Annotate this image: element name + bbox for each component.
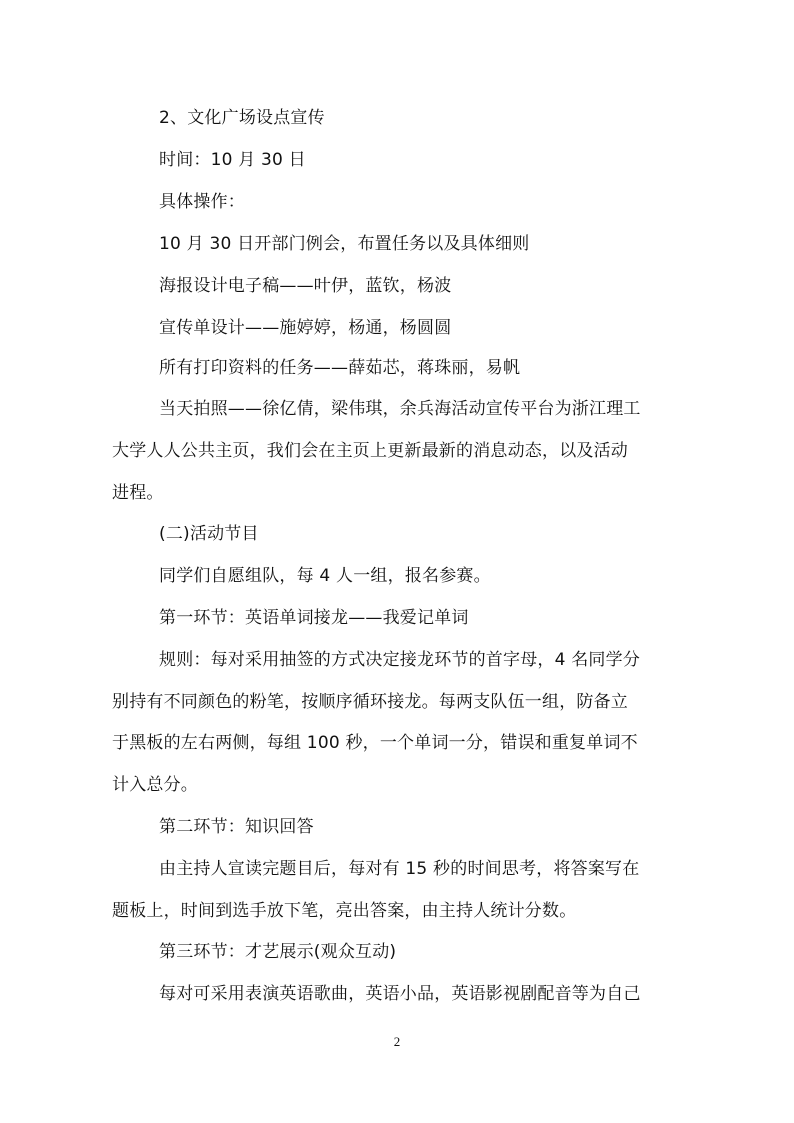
first-round-heading: 第一环节：英语单词接龙——我爱记单词 <box>159 608 469 628</box>
page-number: 2 <box>393 1034 401 1049</box>
third-round-heading: 第三环节：才艺展示(观众互动) <box>159 942 397 962</box>
operation-heading: 具体操作： <box>159 192 245 212</box>
platform-continuation-line: 大学人人公共主页，我们会在主页上更新最新的消息动态，以及活动 <box>112 441 628 461</box>
activity-program-heading: (二)活动节目 <box>159 524 259 544</box>
leaflet-design-line: 宣传单设计——施婷婷，杨通，杨圆圆 <box>159 318 452 338</box>
poster-design-line: 海报设计电子稿——叶伊，蓝钦，杨波 <box>159 276 452 296</box>
photo-platform-line: 当天拍照——徐亿倩，梁伟琪，余兵海活动宣传平台为浙江理工 <box>159 399 641 419</box>
second-round-heading: 第二环节：知识回答 <box>159 817 314 837</box>
printing-task-line: 所有打印资料的任务——薛茹芯，蒋珠丽，易帆 <box>159 358 521 378</box>
process-line: 进程。 <box>112 483 164 503</box>
second-round-line-1: 由主持人宣读完题目后，每对有 15 秒的时间思考，将答案写在 <box>159 859 640 879</box>
rules-line-3: 于黑板的左右两侧，每组 100 秒，一个单词一分，错误和重复单词不 <box>112 733 638 753</box>
third-round-line-1: 每对可采用表演英语歌曲，英语小品，英语影视剧配音等为自己 <box>159 984 641 1004</box>
rules-line-2: 别持有不同颜色的粉笔，按顺序循环接龙。每两支队伍一组，防备立 <box>112 692 628 712</box>
team-registration-line: 同学们自愿组队，每 4 人一组，报名参赛。 <box>159 566 491 586</box>
second-round-line-2: 题板上，时间到选手放下笔，亮出答案，由主持人统计分数。 <box>112 901 577 921</box>
time-line: 时间：10 月 30 日 <box>159 150 306 170</box>
rules-line-1: 规则：每对采用抽签的方式决定接龙环节的首字母，4 名同学分 <box>159 650 641 670</box>
section-heading-plaza-promotion: 2、文化广场设点宣传 <box>159 108 325 128</box>
rules-line-4: 计入总分。 <box>112 775 198 795</box>
meeting-line: 10 月 30 日开部门例会，布置任务以及具体细则 <box>159 234 530 254</box>
